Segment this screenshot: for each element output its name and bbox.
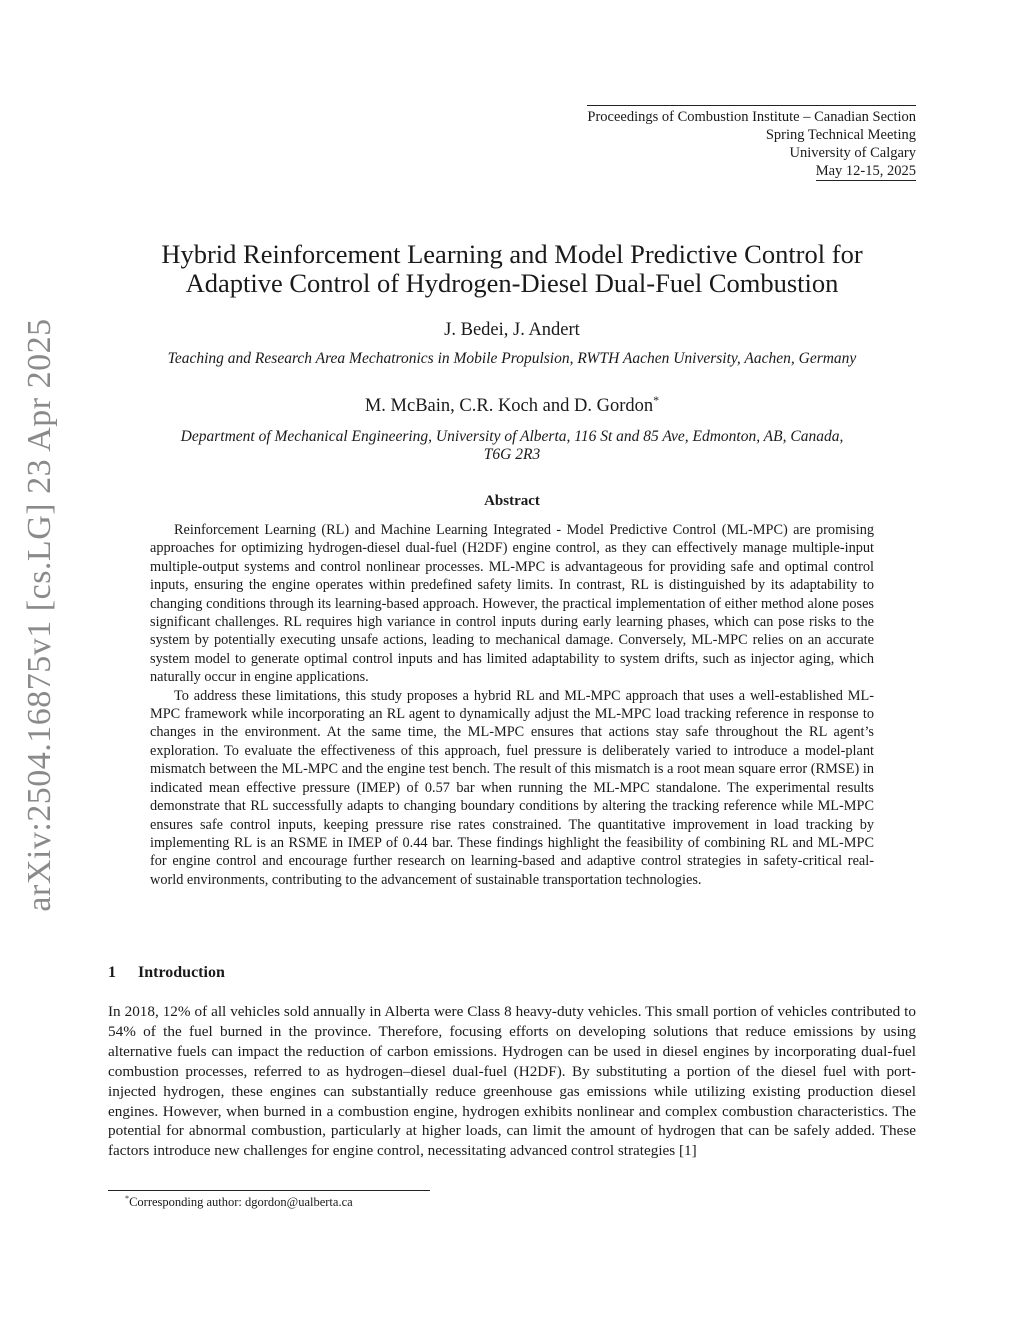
proceedings-line-1: Proceedings of Combustion Institute – Canadian Section xyxy=(587,105,916,126)
affiliation-2 xyxy=(100,428,924,464)
paper-title xyxy=(100,240,924,298)
proceedings-line-4: May 12-15, 2025 xyxy=(815,163,916,179)
title-line-1: Hybrid Reinforcement Learning and Model Predictive Control for xyxy=(161,239,863,269)
abstract-paragraph-1: Reinforcement Learning (RL) and Machine Learning Integrated - Model Predictive Control (ML-MPC) are promising approaches for optimizing hydrogen-diesel dual-fuel (H2DF) engine control, as they can effectively manage multiple-input multiple-output systems and control nonlinear processes. ML-MPC is advantageous for providing safe and optimal control inputs, ensuring the engine operates within predefined safety limits. In contrast, RL is distinguished by its adaptability to changing conditions through its learning-based approach. However, the practical implementation of either method alone poses significant challenges. RL requires high variance in control inputs during early learning phases, which can pose risks to the system by potentially executing unsafe actions, leading to mechanical damage. Conversely, ML-MPC relies on an accurate system model to generate optimal control inputs and has limited adaptability to system drifts, such as injector aging, which naturally occur in engine applications. xyxy=(150,522,874,686)
footnote-mark: * xyxy=(125,1193,130,1203)
abstract-heading: Abstract xyxy=(484,493,540,509)
affiliation-2-line-2: T6G 2R3 xyxy=(483,446,541,463)
footnote-divider xyxy=(108,1190,430,1191)
proceedings-line-2: Spring Technical Meeting xyxy=(765,127,916,143)
author-group-2 xyxy=(100,392,924,417)
footnote xyxy=(125,1195,353,1210)
arxiv-identifier-stamp xyxy=(14,0,66,1325)
footnote-text: Corresponding author: dgordon@ualberta.ca xyxy=(129,1195,353,1209)
affiliation-2-line-1: Department of Mechanical Engineering, University of Alberta, 116 St and 85 Ave, Edmonton, AB, Canada, xyxy=(180,428,844,445)
affiliation-1: Teaching and Research Area Mechatronics in Mobile Propulsion, RWTH Aachen University, Aachen, Germany xyxy=(167,350,857,367)
abstract-body xyxy=(150,521,874,889)
author-group-2-names: M. McBain, C.R. Koch and D. Gordon xyxy=(364,396,654,416)
section-title: Introduction xyxy=(138,964,225,981)
section-number: 1 xyxy=(108,964,116,981)
author-group-1: J. Bedei, J. Andert xyxy=(444,320,580,340)
arxiv-identifier-text: arXiv:2504.16875v1 [cs.LG] 23 Apr 2025 xyxy=(21,318,58,912)
introduction-paragraph: In 2018, 12% of all vehicles sold annually in Alberta were Class 8 heavy-duty vehicles. This small portion of vehicles contributed to 54% of the fuel burned in the province. Therefore, focusing efforts on developing solutions that reduce emissions by using alternative fuels can impact the reduction of carbon emissions. Hydrogen can be used in diesel engines by incorporating dual-fuel combustion processes, referred to as hydrogen–diesel dual-fuel (H2DF). By substituting a portion of the diesel fuel with port-injected hydrogen, these engines can substantially reduce greenhouse gas emissions while utilizing existing production diesel engines. However, when burned in a combustion engine, hydrogen exhibits nonlinear and complex combustion characteristics. The potential for abnormal combustion, particularly at higher loads, can limit the amount of hydrogen that can be safely added. These factors introduce new challenges for engine control, necessitating advanced control strategies [1] xyxy=(108,1003,916,1160)
corresponding-author-mark: * xyxy=(653,392,660,407)
title-line-2: Adaptive Control of Hydrogen-Diesel Dual-Fuel Combustion xyxy=(185,268,839,298)
abstract-paragraph-2: To address these limitations, this study proposes a hybrid RL and ML-MPC approach that uses a well-established ML-MPC framework while incorporating an RL agent to dynamically adjust the ML-MPC load tracking reference in response to changes in the environment. At the same time, the ML-MPC ensures that actions stay safe throughout the RL agent’s exploration. To evaluate the effectiveness of this approach, fuel pressure is deliberately varied to introduce a model-plant mismatch between the ML-MPC and the engine test bench. The result of this mismatch is a root mean square error (RMSE) in indicated mean effective pressure (IMEP) of 0.57 bar when running the ML-MPC standalone. The experimental results demonstrate that RL successfully adapts to changing boundary conditions by altering the tracking reference while ML-MPC ensures safe control inputs, keeping pressure rise rates constrained. The quantitative improvement in load tracking by implementing RL is an RSME in IMEP of 0.44 bar. These findings highlight the feasibility of combining RL and ML-MPC for engine control and encourage further research on learning-based and adaptive control strategies in safety-critical real-world environments, contributing to the advancement of sustainable transportation technologies. xyxy=(150,687,874,888)
section-heading-introduction xyxy=(108,964,225,982)
proceedings-line-3: University of Calgary xyxy=(789,145,916,161)
proceedings-header xyxy=(587,105,916,181)
